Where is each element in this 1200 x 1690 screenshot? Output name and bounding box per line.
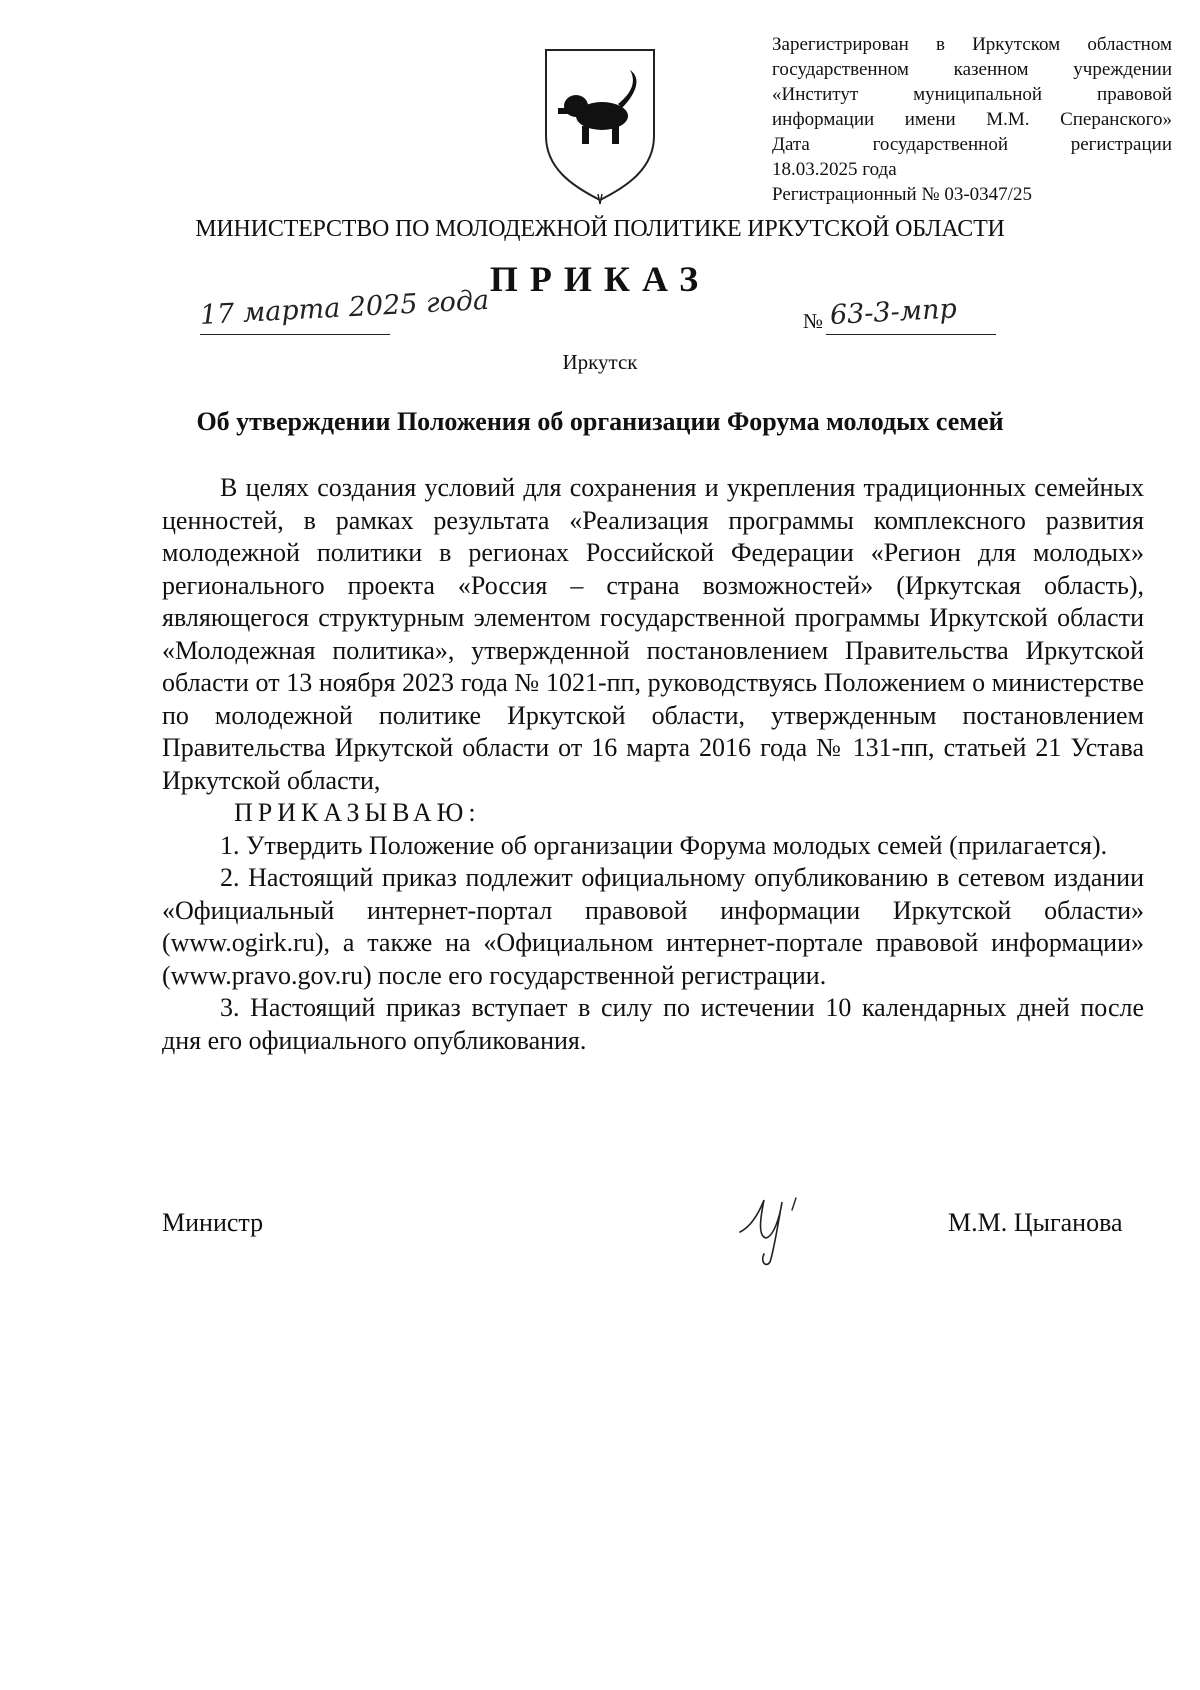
coat-of-arms-icon	[538, 44, 662, 206]
registration-line: информации имени М.М. Сперанского»	[772, 109, 1172, 130]
signature-icon	[730, 1180, 850, 1270]
document-body	[162, 472, 1144, 1057]
signer-title: Министр	[162, 1208, 264, 1237]
city: Иркутск	[562, 350, 638, 374]
number-label: №	[803, 309, 824, 333]
decree-word: ПРИКАЗЫВАЮ:	[234, 798, 481, 827]
registration-stamp	[772, 32, 1172, 207]
document-type: ПРИКАЗ	[489, 259, 711, 299]
registration-line: государственном казенном учреждении	[772, 59, 1172, 80]
handwritten-date: 17 марта 2025 года	[199, 284, 490, 331]
registration-date: 18.03.2025 года	[772, 159, 897, 180]
clause: 1. Утвердить Положение об организации Форума молодых семей (прилагается).	[220, 830, 1108, 860]
preamble: В целях создания условий для сохранения и укрепления традиционных семейных ценностей, в рамках результата «Реализация программы комплексного развития молодежной политики в регионах Российской Федерации «Регион для молодых» регионального проекта «Россия – страна возможностей» (Иркутская область), являющегося структурным элементом государственной программы Иркутской области «Молодежная политика», утвержденной постановлением Правительства Иркутской области от 13 ноября 2023 года № 1021-пп, руководствуясь Положением о министерстве по молодежной политике Иркутской области, утвержденным постановлением Правительства Иркутской области от 16 марта 2016 года № 131-пп, статьей 21 Устава Иркутской области,	[162, 473, 1144, 795]
date-underline	[200, 334, 390, 335]
registration-line: «Институт муниципальной правовой	[772, 84, 1172, 105]
number-underline	[826, 334, 996, 335]
signer-name: М.М. Цыганова	[948, 1208, 1123, 1237]
registration-number: Регистрационный № 03-0347/25	[772, 184, 1032, 205]
handwritten-number: 63-3-мпр	[829, 293, 958, 331]
document-title: Об утверждении Положения об организации Форума молодых семей	[196, 407, 1004, 436]
clause: 2. Настоящий приказ подлежит официальному опубликованию в сетевом издании «Официальный интернет-портал правовой информации Иркутской области» (www.ogirk.ru), а также на «Официальном интернет-портале правовой информации» (www.pravo.gov.ru) после его государственной регистрации.	[162, 863, 1144, 990]
clause: 3. Настоящий приказ вступает в силу по истечении 10 календарных дней после дня его официального опубликования.	[162, 993, 1144, 1055]
registration-line: Зарегистрирован в Иркутском областном	[772, 34, 1172, 55]
registration-line: Дата государственной регистрации	[772, 134, 1172, 155]
ministry-name: МИНИСТЕРСТВО ПО МОЛОДЕЖНОЙ ПОЛИТИКЕ ИРКУТСКОЙ ОБЛАСТИ	[195, 216, 1005, 242]
